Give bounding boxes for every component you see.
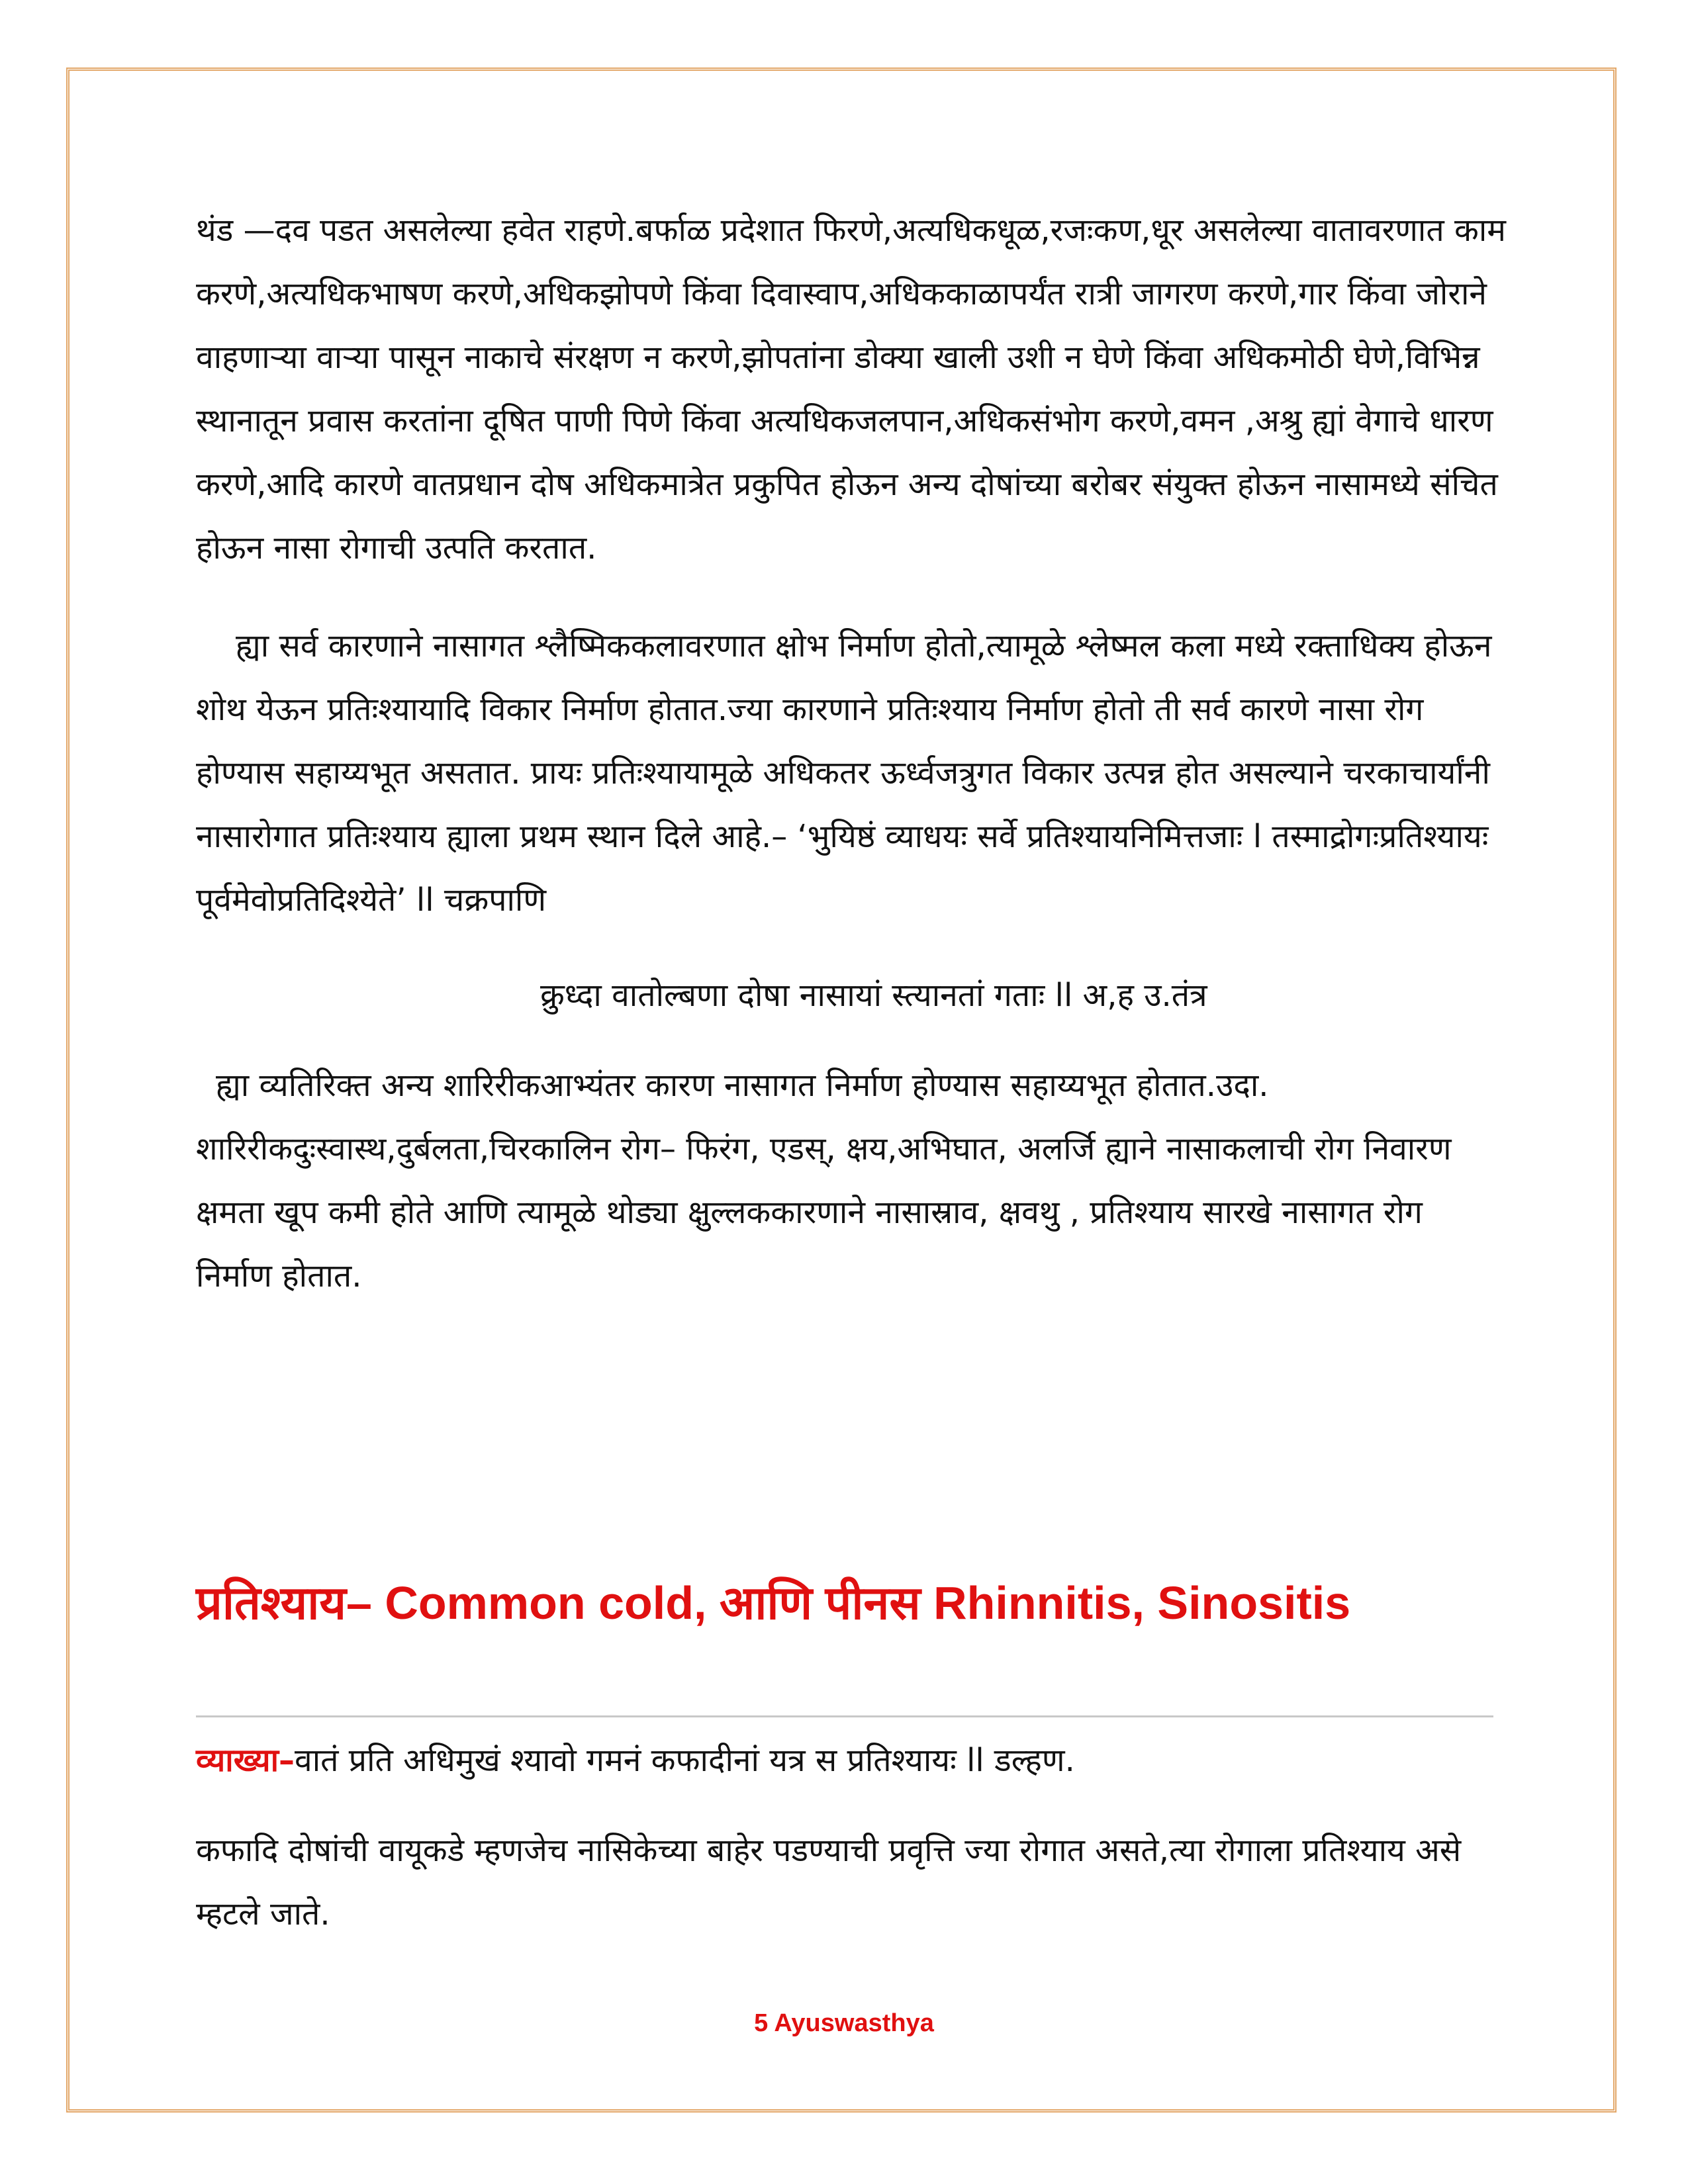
sanskrit-verse: क्रुध्दा वातोल्बणा दोषा नासायां स्त्यानतां गताः ll अ,ह उ.तंत्र: [540, 977, 1207, 1014]
page-footer: 5 Ayuswasthya: [754, 2009, 934, 2037]
paragraph-explanation: कफादि दोषांची वायूकडे म्हणजेच नासिकेच्या बाहेर पडण्याची प्रवृत्ति ज्या रोगात असते,त्या रोगाला प्रतिश्याय असे म्हटले जाते.: [196, 1832, 1462, 1933]
section-heading: प्रतिश्याय– Common cold, आणि पीनस Rhinnitis, Sinositis: [196, 1577, 1351, 1629]
definition-label: व्याख्या–: [196, 1742, 295, 1779]
paragraph-causes: थंड —दव पडत असलेल्या हवेत राहणे.बर्फाळ प्रदेशात फिरणे,अत्यधिकधूळ,रजःकण,धूर असलेल्या वातावरणात काम करणे,अत्यधिकभाषण करणे,अधिकझोपणे किंवा दिवास्वाप,अधिककाळापर्यंत रात्री जागरण करणे,गार किंवा जोराने वाहणाऱ्या वाऱ्या पासून नाकाचे संरक्षण न करणे,झोपतांना डोक्या खाली उशी न घेणे किंवा अधिकमोठी घेणे,विभिन्न स्थानातून प्रवास करतांना दूषित पाणी पिणे किंवा अत्यधिकजलपान,अधिकसंभोग करणे,वमन ,अश्रु ह्यां वेगाचे धारण करणे,आदि कारणे वातप्रधान दोष अधिकमात्रेत प्रकुपित होऊन अन्य दोषांच्या बरोबर संयुक्त होऊन नासामध्ये संचित होऊन नासा रोगाची उत्पति करतात.: [196, 212, 1506, 567]
definition-line: [196, 1729, 1507, 1792]
document-body: [196, 199, 1507, 1308]
definition-text: वातं प्रति अधिमुखं श्यावो गमनं कफादीनां यत्र स प्रतिश्यायः ll डल्हण.: [295, 1742, 1075, 1779]
paragraph-pathogenesis: ह्या सर्व कारणाने नासागत श्लैष्मिककलावरणात क्षोभ निर्माण होतो,त्यामूळे श्लेष्मल कला मध्ये रक्ताधिक्य होऊन शोथ येऊन प्रतिःश्यायादि विकार निर्माण होतात.ज्या कारणाने प्रतिःश्याय निर्माण होतो ती सर्व कारणे नासा रोग होण्यास सहाय्यभूत असतात. प्रायः प्रतिःश्यायामूळे अधिकतर ऊर्ध्वजत्रुगत विकार उत्पन्न होत असल्याने चरकाचार्यांनी नासारोगात प्रतिःश्याय ह्याला प्रथम स्थान दिले आहे.– ‘भुयिष्ठं व्याधयः सर्वे प्रतिश्यायनिमित्तजाः l तस्माद्रोगःप्रतिश्यायः पूर्वमेवोप्रतिदिश्येते’ ll चक्रपाणि: [196, 627, 1492, 919]
heading-divider: [196, 1715, 1493, 1717]
paragraph-other-causes: ह्या व्यतिरिक्त अन्य शारिरीकआभ्यंतर कारण नासागत निर्माण होण्यास सहाय्यभूत होतात.उदा. शारिरीकदुःस्वास्थ,दुर्बलता,चिरकालिन रोग– फिरंग, एडस्, क्षय,अभिघात, अलर्जि ह्याने नासाकलाची रोग निवारण क्षमता खूप कमी होते आणि त्यामूळे थोड्या क्षुल्लककारणाने नासास्राव, क्षवथु , प्रतिश्याय सारखे नासागत रोग निर्माण होतात.: [196, 1067, 1452, 1295]
section-body: [196, 1729, 1507, 1946]
